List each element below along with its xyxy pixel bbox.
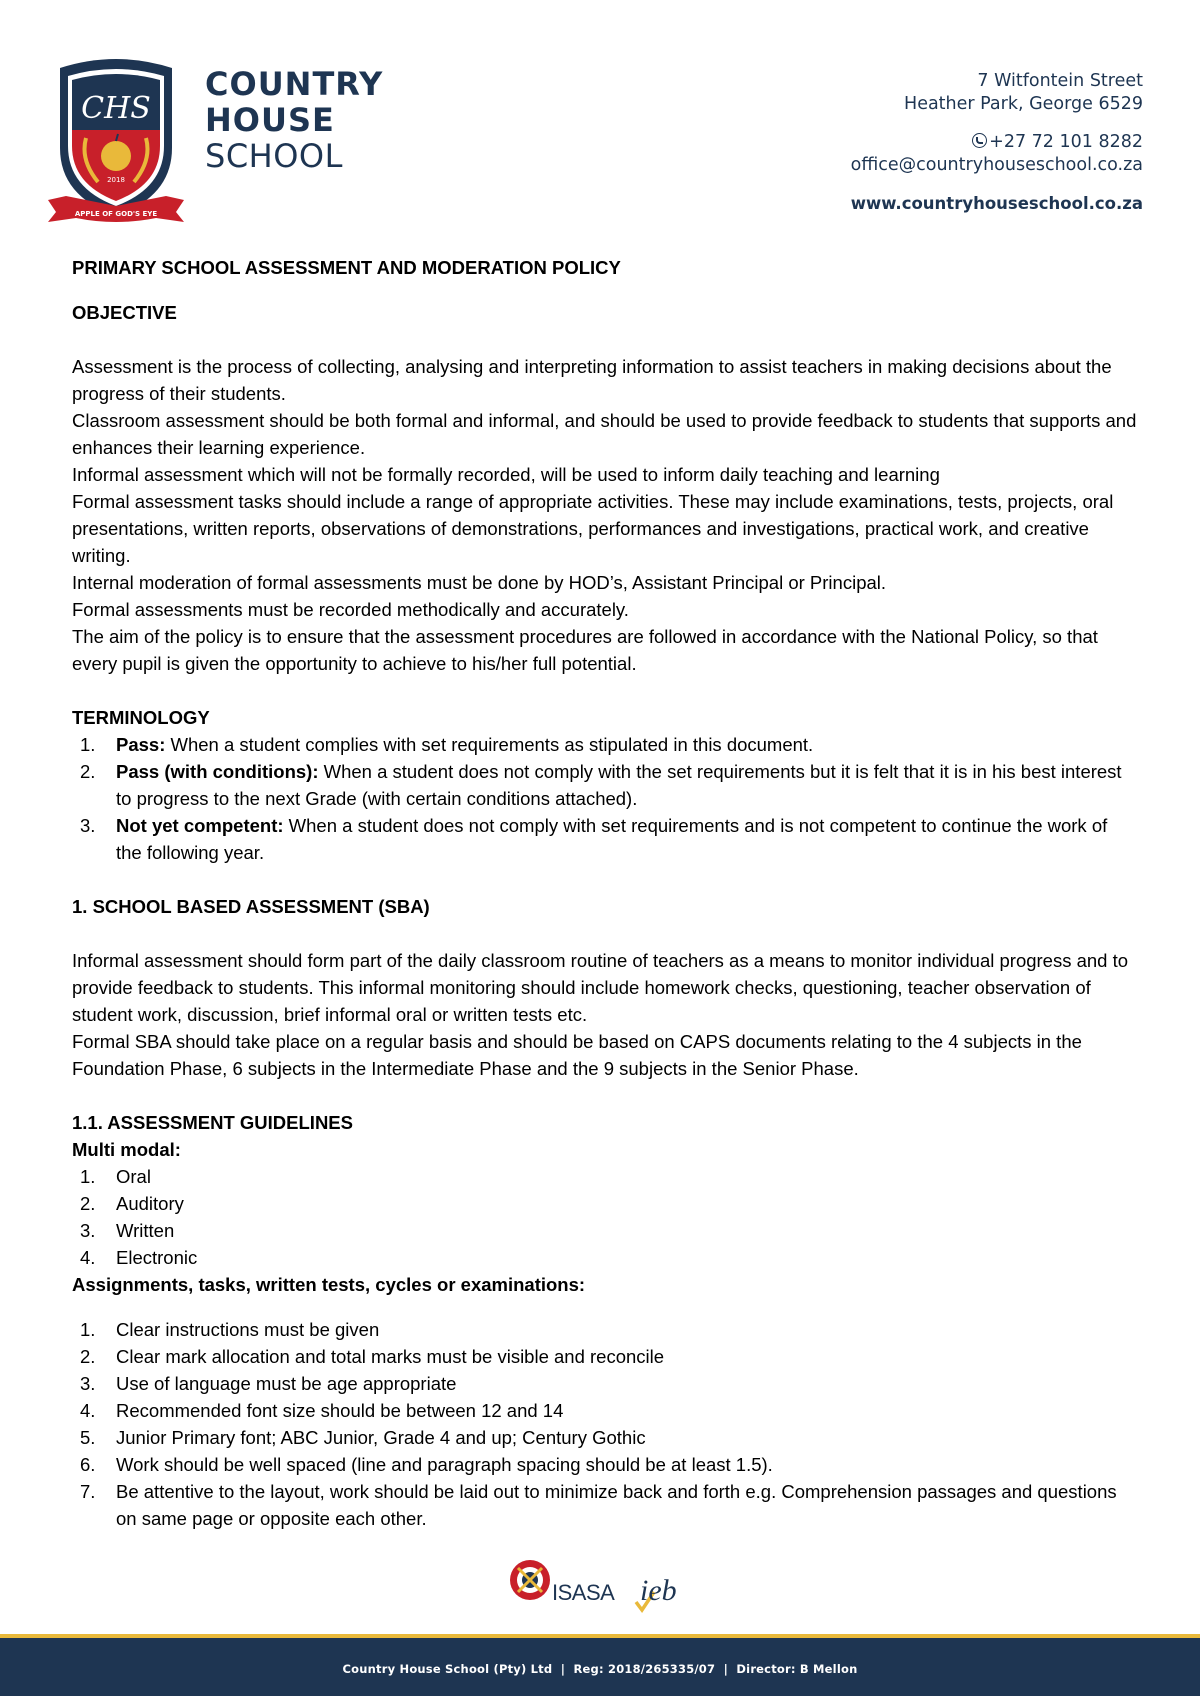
school-name-line3: SCHOOL: [205, 137, 343, 175]
svg-text:2018: 2018: [107, 176, 125, 184]
list-item: 2. Clear mark allocation and total marks must be visible and reconcile: [80, 1346, 665, 1367]
term-label: Not yet competent:: [116, 815, 284, 836]
list-item: 5. Junior Primary font; ABC Junior, Grade 4 and up; Century Gothic: [80, 1427, 646, 1448]
school-name-line2: HOUSE: [205, 101, 335, 139]
term-definition: When a student does not comply with the set requirements but it is felt that it is in his best interest to progress to the next Grade (with certain conditions attached).: [116, 761, 1122, 809]
objective-paragraph: Informal assessment which will not be formally recorded, will be used to inform daily teaching and learning: [72, 464, 940, 485]
svg-text:ISASA: ISASA: [552, 1580, 615, 1605]
address-line1: 7 Witfontein Street: [977, 71, 1143, 91]
letterhead: [0, 0, 1200, 240]
list-item: 3. Use of language must be age appropriate: [80, 1373, 457, 1394]
term-definition: When a student complies with set requirements as stipulated in this document.: [165, 734, 814, 755]
list-item: 3. Not yet competent: When a student does not comply with set requirements and is not competent to continue the work of the following year.: [80, 815, 1108, 863]
terminology-list: [72, 731, 1137, 866]
phone-line: [851, 131, 1143, 154]
document-title: PRIMARY SCHOOL ASSESSMENT AND MODERATION POLICY: [72, 257, 621, 278]
objective-heading: OBJECTIVE: [72, 302, 177, 323]
whatsapp-icon: [972, 133, 987, 148]
svg-text:APPLE OF GOD'S EYE: APPLE OF GOD'S EYE: [74, 210, 158, 218]
phone-number: +27 72 101 8282: [989, 132, 1143, 152]
term-definition: When a student does not comply with set requirements and is not competent to continue the work of the following year.: [116, 815, 1108, 863]
contact-block: [851, 70, 1143, 215]
list-item: 1. Oral: [80, 1166, 151, 1187]
svg-text:CHS: CHS: [81, 91, 151, 126]
footer-bar: [0, 1638, 1200, 1696]
address-line2: Heather Park, George 6529: [904, 94, 1143, 114]
list-item: 6. Work should be well spaced (line and paragraph spacing should be at least 1.5).: [80, 1454, 773, 1475]
list-item: 2. Auditory: [80, 1193, 184, 1214]
list-item: 7. Be attentive to the layout, work should be laid out to minimize back and forth e.g. Comprehension passages and questions on same page or opposite each other.: [80, 1481, 1117, 1529]
list-item: 3. Written: [80, 1220, 175, 1241]
email-address: office@countryhouseschool.co.za: [850, 155, 1143, 175]
list-item: 4. Recommended font size should be between 12 and 14: [80, 1400, 564, 1421]
terminology-heading: TERMINOLOGY: [72, 707, 210, 728]
assignments-heading: Assignments, tasks, written tests, cycles or examinations:: [72, 1274, 586, 1295]
website-url: www.countryhouseschool.co.za: [850, 194, 1143, 213]
sba-paragraph: Formal SBA should take place on a regular basis and should be based on CAPS documents relating to the 4 subjects in the Foundation Phase, 6 subjects in the Intermediate Phase and the 9 subjects in the Senior Phase.: [72, 1031, 1082, 1079]
sba-heading: 1. SCHOOL BASED ASSESSMENT (SBA): [72, 896, 430, 917]
term-label: Pass (with conditions):: [116, 761, 319, 782]
objective-paragraph: Assessment is the process of collecting, analysing and interpreting information to assist teachers in making decisions about the progress of their students.: [72, 356, 1112, 404]
footer-text: Country House School (Pty) Ltd | Reg: 2018/265335/07 | Director: B Mellon: [342, 1662, 858, 1676]
objective-section: [72, 353, 1137, 677]
document-body: [72, 254, 1137, 1532]
ieb-logo: [636, 1574, 677, 1610]
list-item: 4. Electronic: [80, 1247, 198, 1268]
school-crest-logo: [46, 56, 186, 228]
sba-paragraph: Informal assessment should form part of the daily classroom routine of teachers as a means to monitor individual progress and to provide feedback to students. This informal monitoring should include homework checks, questioning, teacher observation of student work, discussion, brief informal oral or written tests etc.: [72, 950, 1129, 1025]
objective-paragraph: Formal assessments must be recorded methodically and accurately.: [72, 599, 629, 620]
multimodal-list: [72, 1163, 1137, 1271]
objective-paragraph: Classroom assessment should be both formal and informal, and should be used to provide feedback to students that supports and enhances their learning experience.: [72, 410, 1137, 458]
svg-text:ieb: ieb: [640, 1574, 677, 1607]
objective-paragraph: Internal moderation of formal assessments must be done by HOD’s, Assistant Principal or Principal.: [72, 572, 887, 593]
objective-paragraph: Formal assessment tasks should include a range of appropriate activities. These may include examinations, tests, projects, oral presentations, written reports, observations of demonstrations, performances and investigations, practical work, and creative writing.: [72, 491, 1114, 566]
list-item: 2. Pass (with conditions): When a student does not comply with the set requirements but it is felt that it is in his best interest to progress to the next Grade (with certain conditions attached).: [80, 761, 1122, 809]
list-item: 1. Pass: When a student complies with set requirements as stipulated in this document.: [80, 734, 814, 755]
guidelines-heading: 1.1. ASSESSMENT GUIDELINES: [72, 1112, 353, 1133]
school-name: [205, 66, 383, 174]
partner-logos: [508, 1556, 698, 1616]
list-item: 1. Clear instructions must be given: [80, 1319, 380, 1340]
isasa-logo: [510, 1560, 615, 1605]
objective-paragraph: The aim of the policy is to ensure that the assessment procedures are followed in accordance with the National Policy, so that every pupil is given the opportunity to achieve to his/her full potential.: [72, 626, 1098, 674]
multimodal-heading: Multi modal:: [72, 1139, 181, 1160]
assignments-list: [72, 1316, 1137, 1532]
term-label: Pass:: [116, 734, 166, 755]
school-name-line1: COUNTRY: [205, 65, 384, 103]
